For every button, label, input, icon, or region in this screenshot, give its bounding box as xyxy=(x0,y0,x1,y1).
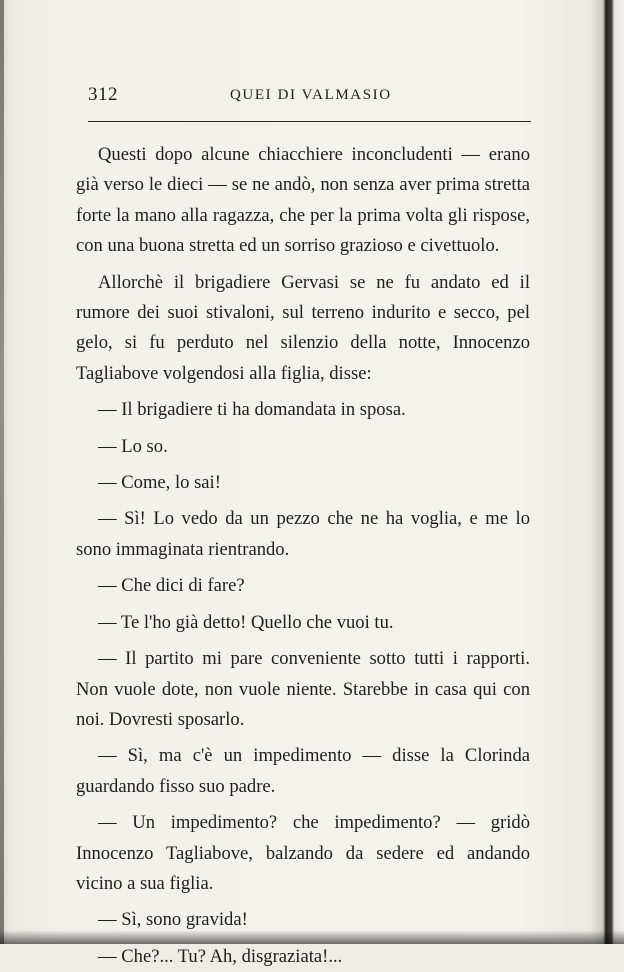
dialogue-line: — Te l'ho già detto! Quello che vuoi tu. xyxy=(98,611,394,633)
page-header xyxy=(88,84,528,110)
dialogue-line: — Sì! Lo vedo da un pezzo che ne ha voglia, e me lo sono immaginata rientrando. xyxy=(76,508,530,560)
dialogue-line: — Che dici di fare? xyxy=(98,575,245,597)
paragraph: Questi dopo alcune chiacchiere inconcludenti — erano già verso le dieci — se ne andò, non senza aver prima stretta forte la mano alla ragazza, che per la prima volta gli rispose, con una buona stretta ed un sorriso grazioso e civettuolo. xyxy=(76,144,530,257)
dialogue-line: — Un impedimento? che impedimento? — gridò Innocenzo Tagliabove, balzando da sedere ed andando vicino a sua figlia. xyxy=(76,812,530,894)
page-bottom-edge-shadow xyxy=(0,930,624,944)
dialogue-line: — Il brigadiere ti ha domandata in sposa. xyxy=(98,399,406,421)
dialogue-line: — Sì, sono gravida! xyxy=(98,909,248,931)
header-rule xyxy=(88,121,531,122)
page-number: 312 xyxy=(88,84,118,105)
dialogue-line: — Sì, ma c'è un impedimento — disse la Clorinda guardando fisso suo padre. xyxy=(76,745,530,797)
page-left-edge-shadow xyxy=(0,0,4,944)
dialogue-line: — Che?... Tu? Ah, disgraziata!... xyxy=(98,945,343,967)
body-text xyxy=(76,140,530,972)
dialogue-line: — Lo so. xyxy=(98,435,168,457)
dialogue-line: — Come, lo sai! xyxy=(98,472,221,494)
paragraph: Allorchè il brigadiere Gervasi se ne fu andato ed il rumore dei suoi stivaloni, sul terreno indurito e secco, pel gelo, si fu perduto nel silenzio della notte, Innocenzo Tagliabove volgendosi alla figlia, disse: xyxy=(76,271,530,384)
dialogue-line: — Il partito mi pare conveniente sotto tutti i rapporti. Non vuole dote, non vuole niente. Starebbe in casa qui con noi. Dovresti sposarlo. xyxy=(76,648,530,730)
running-title: QUEI DI VALMASIO xyxy=(230,87,392,103)
